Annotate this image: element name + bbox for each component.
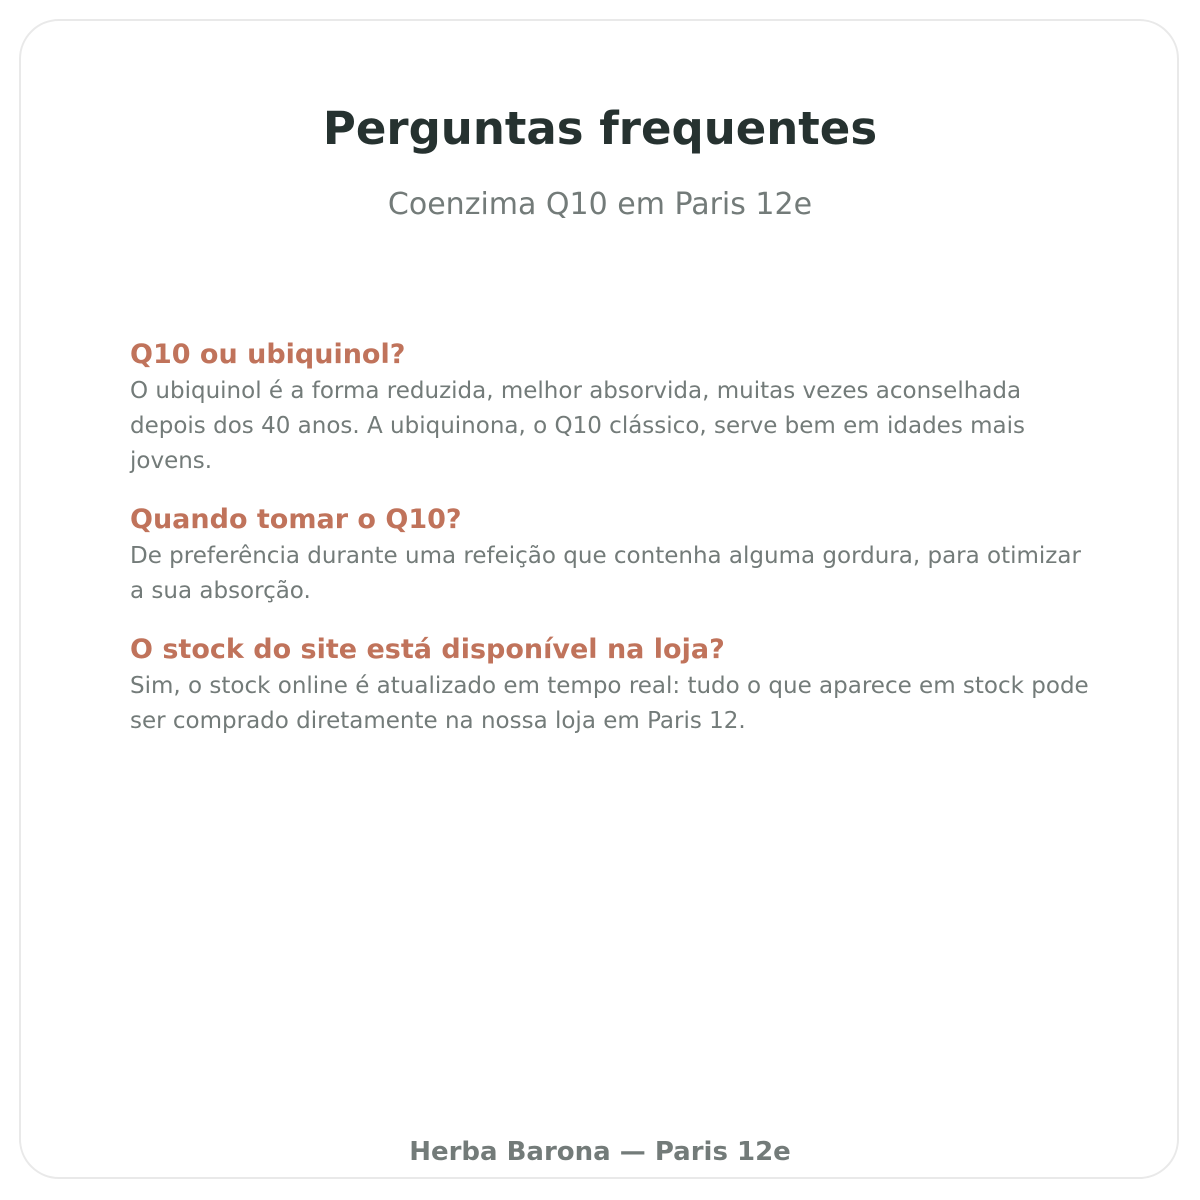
faq-list [130, 336, 1100, 761]
faq-question: O stock do site está disponível na loja? [130, 634, 725, 665]
footer-brand: Herba Barona — Paris 12e [409, 1137, 791, 1167]
faq-item [130, 501, 1100, 609]
faq-question: Q10 ou ubiquinol? [130, 339, 406, 370]
faq-question: Quando tomar o Q10? [130, 504, 462, 535]
faq-item [130, 631, 1100, 739]
faq-answer: Sim, o stock online é atualizado em tempo real: tudo o que aparece em stock pode ser comprado diretamente na nossa loja em Paris 12. [130, 673, 1089, 734]
page-title: Perguntas frequentes [322, 102, 878, 155]
faq-answer: De preferência durante uma refeição que contenha alguma gordura, para otimizar a sua absorção. [130, 543, 1081, 604]
faq-item [130, 336, 1100, 479]
faq-answer: O ubiquinol é a forma reduzida, melhor absorvida, muitas vezes aconselhada depois dos 40 anos. A ubiquinona, o Q10 clássico, serve bem em idades mais jovens. [130, 378, 1026, 474]
page-subtitle: Coenzima Q10 em Paris 12e [387, 187, 813, 222]
